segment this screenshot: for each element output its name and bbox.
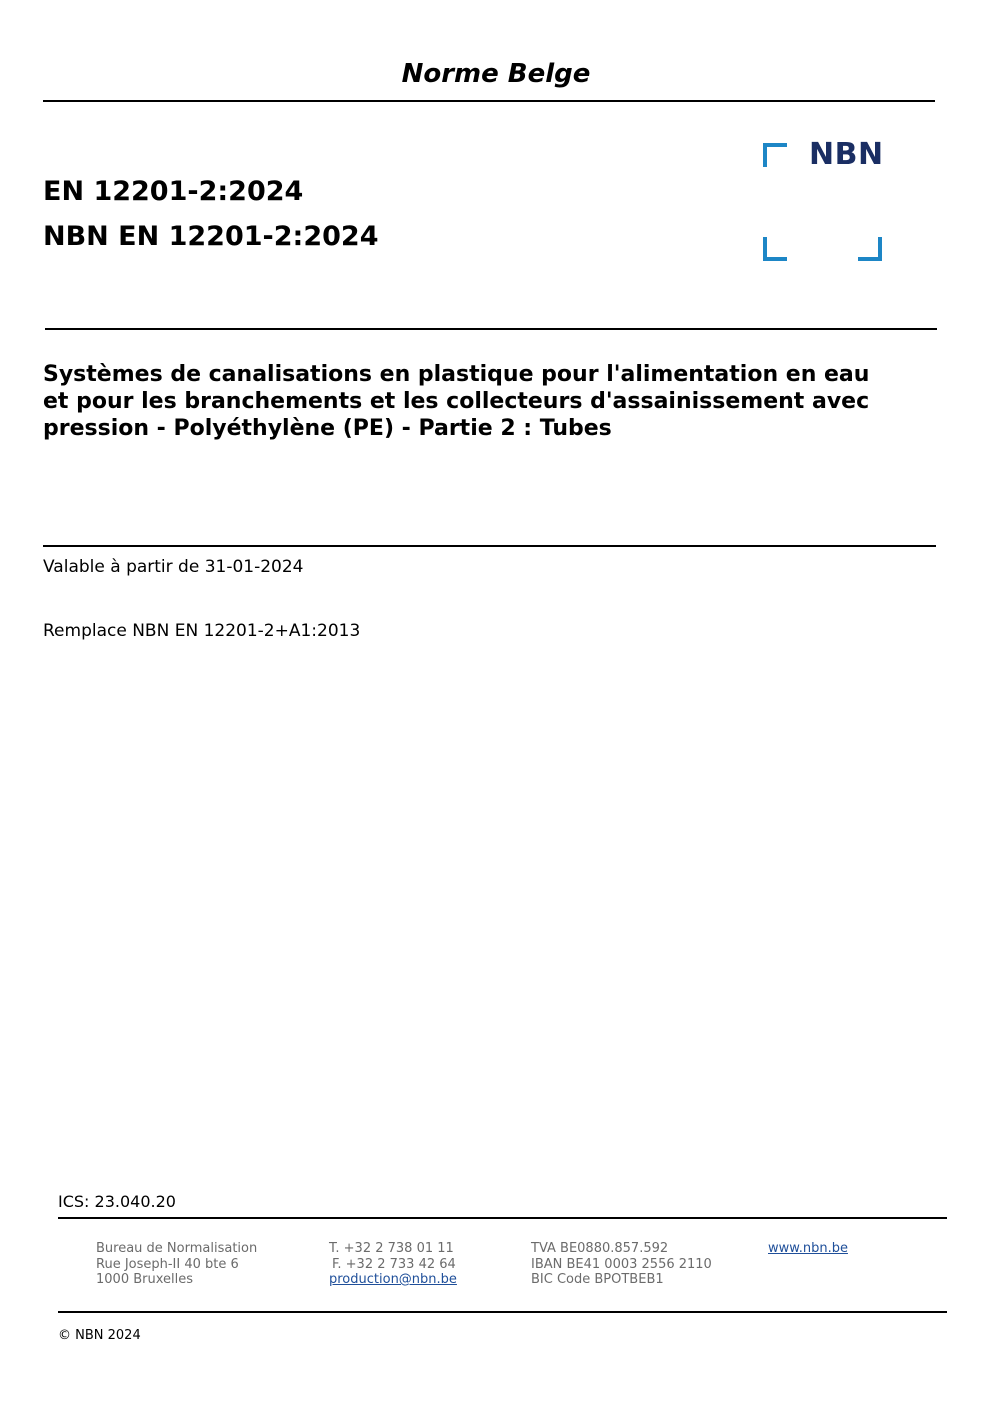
- website-link[interactable]: www.nbn.be: [768, 1241, 848, 1256]
- logo-wordmark: NBN: [809, 137, 884, 172]
- header-title: Norme Belge: [401, 59, 591, 89]
- footer-contact: [329, 1241, 457, 1288]
- bic-code: BIC Code BPOTBEB1: [531, 1272, 664, 1287]
- logo-corner-top-left-v: [763, 143, 767, 167]
- ics-code: ICS: 23.040.20: [58, 1192, 176, 1211]
- footer-top-divider: [58, 1217, 947, 1219]
- document-title: Systèmes de canalisations en plastique pour l'alimentation en eau et pour les branchements et les collecteurs d'assainissement avec pression - Polyéthylène (PE) - Partie 2 : Tubes: [43, 362, 870, 441]
- address-line: Rue Joseph-II 40 bte 6: [96, 1256, 239, 1272]
- phone-number: T. +32 2 738 01 11: [329, 1241, 454, 1256]
- address-line: Bureau de Normalisation: [96, 1241, 258, 1256]
- footer-bottom-divider: [58, 1311, 947, 1313]
- address-line: 1000 Bruxelles: [96, 1272, 194, 1287]
- footer-web: [768, 1241, 848, 1257]
- copyright-notice: © NBN 2024: [58, 1328, 141, 1343]
- logo-corner-bottom-right-v: [878, 237, 882, 261]
- email-link[interactable]: production@nbn.be: [329, 1272, 457, 1287]
- valid-from-text: Valable à partir de 31-01-2024: [43, 557, 304, 577]
- iban-number: IBAN BE41 0003 2556 2110: [531, 1256, 712, 1272]
- header-divider: [43, 100, 935, 102]
- en-standard-code: EN 12201-2:2024: [43, 176, 304, 207]
- fax-number: F. +32 2 733 42 64: [332, 1256, 456, 1272]
- vat-number: TVA BE0880.857.592: [531, 1241, 669, 1256]
- nbn-standard-code: NBN EN 12201-2:2024: [43, 221, 379, 252]
- title-top-divider: [45, 328, 937, 330]
- title-bottom-divider: [43, 545, 936, 547]
- replaces-text: Remplace NBN EN 12201-2+A1:2013: [43, 621, 361, 641]
- footer-address: [96, 1241, 257, 1288]
- footer-banking: [531, 1241, 712, 1288]
- logo-corner-bottom-left-v: [763, 237, 767, 261]
- nbn-logo: [760, 137, 886, 264]
